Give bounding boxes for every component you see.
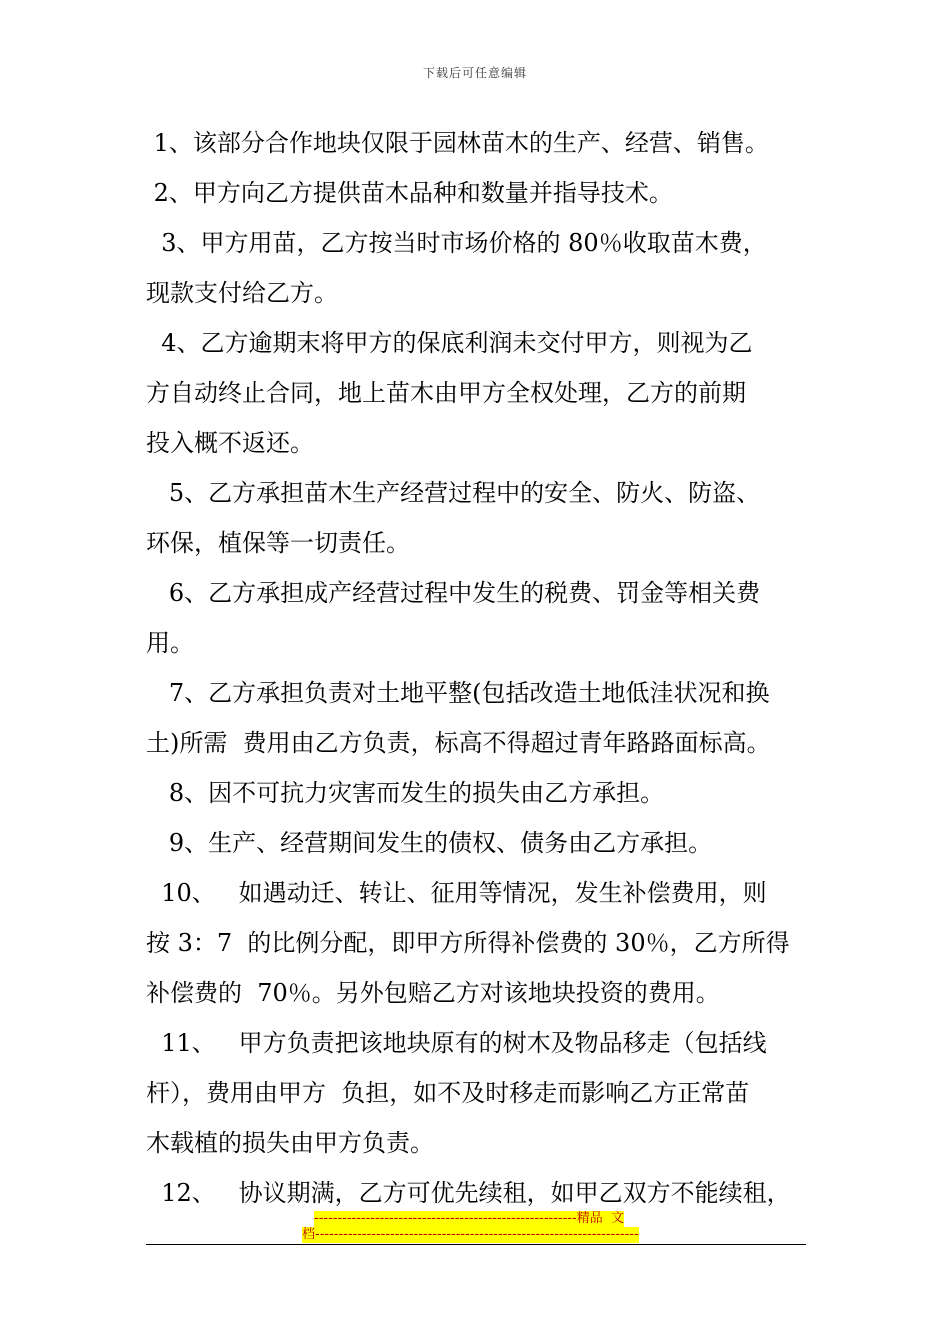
footer-watermark-line-1: --------------------------------------------------------精品 文 [314, 1211, 624, 1226]
footer-watermark-line-2: 档--------------------------------------------------------------------- [302, 1227, 639, 1242]
text-line: 6、乙方承担成产经营过程中发生的税费、罚金等相关费 [146, 579, 761, 607]
text-line: 8、因不可抗力灾害而发生的损失由乙方承担。 [146, 779, 665, 807]
text-line: 2、甲方向乙方提供苗木品种和数量并指导技术。 [146, 179, 673, 207]
text-line: 投入概不返还。 [146, 429, 314, 457]
document-body [146, 118, 814, 1218]
text-line: 按 3：7 的比例分配，即甲方所得补偿费的 30％，乙方所得 [146, 929, 790, 957]
text-line: 4、乙方逾期末将甲方的保底利润未交付甲方，则视为乙 [146, 329, 753, 357]
text-line: 12、 协议期满，乙方可优先续租，如甲乙双方不能续租， [146, 1179, 791, 1207]
text-line: 5、乙方承担苗木生产经营过程中的安全、防火、防盗、 [146, 479, 761, 507]
text-line: 9、生产、经营期间发生的债权、债务由乙方承担。 [146, 829, 713, 857]
text-line: 3、甲方用苗，乙方按当时市场价格的 80％收取苗木费， [146, 229, 767, 257]
text-line: 补偿费的 70％。另外包赔乙方对该地块投资的费用。 [146, 979, 720, 1007]
text-line: 用。 [146, 629, 194, 657]
text-line: 木载植的损失由甲方负责。 [146, 1129, 434, 1157]
text-line: 环保，植保等一切责任。 [146, 529, 410, 557]
text-line: 7、乙方承担负责对土地平整(包括改造土地低洼状况和换 [146, 679, 770, 707]
text-line: 11、 甲方负责把该地块原有的树木及物品移走（包括线 [146, 1029, 767, 1057]
page-header: 下载后可任意编辑 [422, 66, 527, 80]
text-line: 1、该部分合作地块仅限于园林苗木的生产、经营、销售。 [146, 129, 769, 157]
text-line: 10、 如遇动迁、转让、征用等情况，发生补偿费用，则 [146, 879, 767, 907]
footer-rule [146, 1244, 806, 1245]
text-line: 方自动终止合同，地上苗木由甲方全权处理，乙方的前期 [146, 379, 746, 407]
text-line: 杆），费用由甲方 负担，如不及时移走而影响乙方正常苗 [146, 1079, 750, 1107]
text-line: 土)所需 费用由乙方负责，标高不得超过青年路路面标高。 [146, 729, 771, 757]
text-line: 现款支付给乙方。 [146, 279, 338, 307]
